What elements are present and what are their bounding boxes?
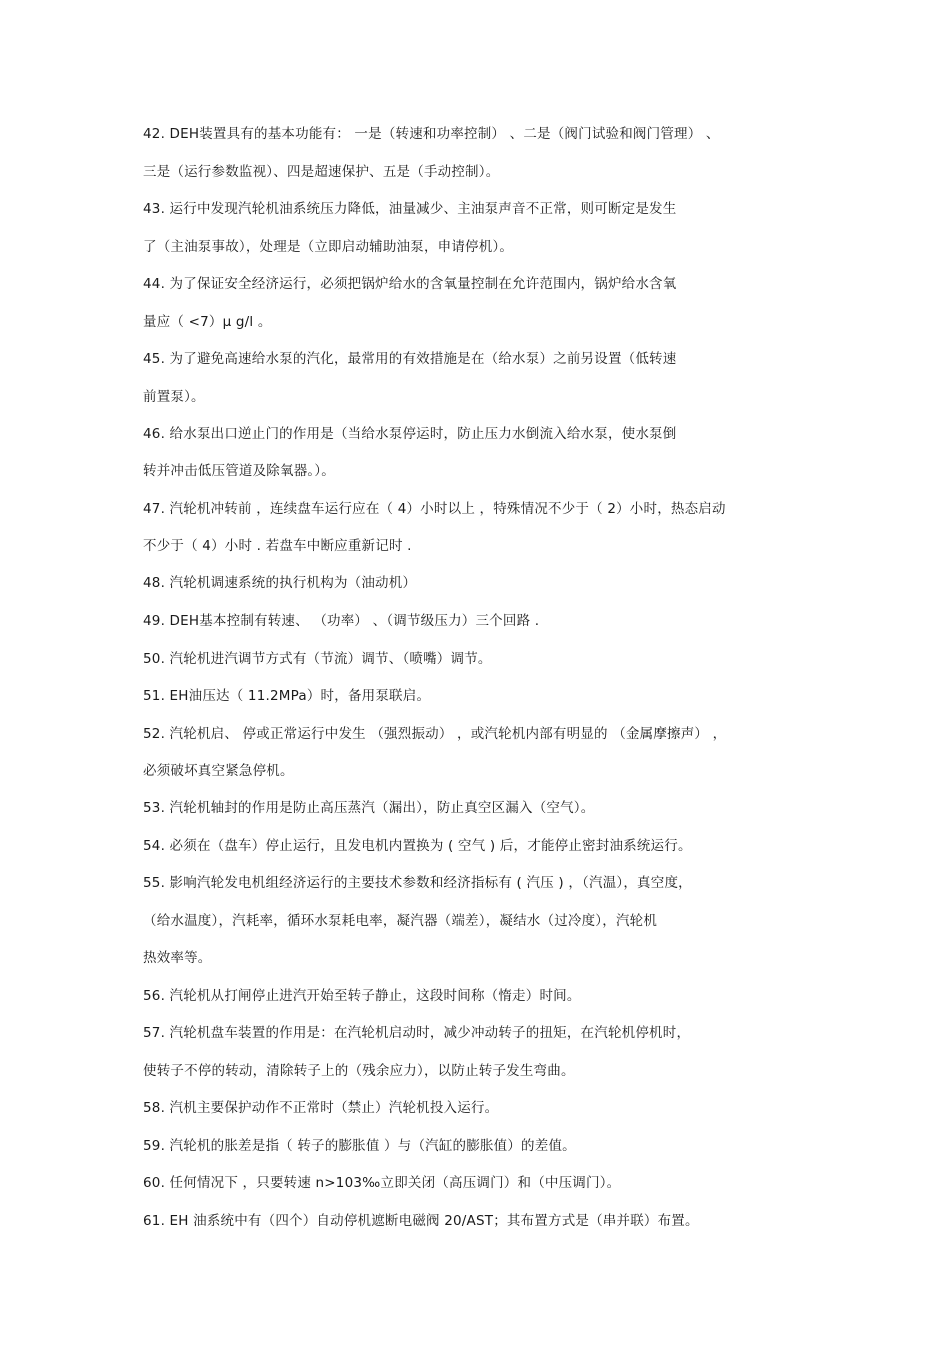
- item-50: 50. 汽轮机进汽调节方式有（节流）调节、（喷嘴）调节。: [143, 651, 492, 667]
- item-58: 58. 汽机主要保护动作不正常时（禁止）汽轮机投入运行。: [143, 1100, 499, 1116]
- item-44-line-1: 44. 为了保证安全经济运行，必须把锅炉给水的含氧量控制在允许范围内，锅炉给水含氧: [143, 276, 677, 292]
- item-42-line-1: 42. DEH装置具有的基本功能有： 一是（转速和功率控制） 、二是（阀门试验和阀门管理） 、: [143, 126, 720, 142]
- item-54: 54. 必须在（盘车）停止运行，且发电机内置换为 ( 空气 ) 后，才能停止密封油系统运行。: [143, 838, 692, 854]
- item-61: 61. EH 油系统中有（四个）自动停机遮断电磁阀 20/AST；其布置方式是（串并联）布置。: [143, 1213, 699, 1229]
- item-51: 51. EH油压达（ 11.2MPa）时，备用泵联启。: [143, 688, 431, 704]
- item-47-line-1: 47. 汽轮机冲转前 ，连续盘车运行应在（ 4）小时以上 ，特殊情况不少于（ 2）小时，热态启动: [143, 501, 726, 517]
- item-49: 49. DEH基本控制有转速、 （功率） 、（调节级压力）三个回路 .: [143, 613, 540, 629]
- item-42-line-2: 三是（运行参数监视）、四是超速保护、五是（手动控制）。: [143, 164, 500, 180]
- item-55-line-1: 55. 影响汽轮发电机组经济运行的主要技术参数和经济指标有 ( 汽压 ) ，（汽温），真空度，: [143, 875, 692, 891]
- item-43-line-2: 了（主油泵事故），处理是（立即启动辅助油泵，申请停机）。: [143, 239, 514, 255]
- item-60: 60. 任何情况下 ，只要转速 n>103‰立即关闭（高压调门）和（中压调门）。: [143, 1175, 621, 1191]
- item-55-line-2: （给水温度），汽耗率，循环水泵耗电率，凝汽器（端差），凝结水（过冷度），汽轮机: [143, 913, 658, 929]
- item-57-line-2: 使转子不停的转动，清除转子上的（残余应力），以防止转子发生弯曲。: [143, 1063, 575, 1079]
- item-56: 56. 汽轮机从打闸停止进汽开始至转子静止，这段时间称（惰走）时间。: [143, 988, 581, 1004]
- item-46-line-1: 46. 给水泵出口逆止门的作用是（当给水泵停运时，防止压力水倒流入给水泵，使水泵倒: [143, 426, 677, 442]
- item-52-line-2: 必须破坏真空紧急停机。: [143, 763, 294, 779]
- item-52-line-1: 52. 汽轮机启、 停或正常运行中发生 （强烈振动） ，或汽轮机内部有明显的 （金属摩擦声） ，: [143, 726, 727, 742]
- item-46-line-2: 转并冲击低压管道及除氧器。）。: [143, 463, 335, 479]
- item-45-line-2: 前置泵）。: [143, 389, 205, 405]
- item-59: 59. 汽轮机的胀差是指（ 转子的膨胀值 ）与（汽缸的膨胀值）的差值。: [143, 1138, 576, 1154]
- item-57-line-1: 57. 汽轮机盘车装置的作用是：在汽轮机启动时，减少冲动转子的扭矩，在汽轮机停机时，: [143, 1025, 691, 1041]
- item-45-line-1: 45. 为了避免高速给水泵的汽化，最常用的有效措施是在（给水泵）之前另设置（低转速: [143, 351, 677, 367]
- item-53: 53. 汽轮机轴封的作用是防止高压蒸汽（漏出），防止真空区漏入（空气）。: [143, 800, 595, 816]
- item-48: 48. 汽轮机调速系统的执行机构为（油动机）: [143, 575, 417, 591]
- item-47-line-2: 不少于（ 4）小时 . 若盘车中断应重新记时 .: [143, 538, 412, 554]
- item-43-line-1: 43. 运行中发现汽轮机油系统压力降低，油量减少、主油泵声音不正常，则可断定是发生: [143, 201, 677, 217]
- item-44-line-2: 量应（ <7）μ g/l 。: [143, 314, 272, 330]
- item-55-line-3: 热效率等。: [143, 950, 212, 966]
